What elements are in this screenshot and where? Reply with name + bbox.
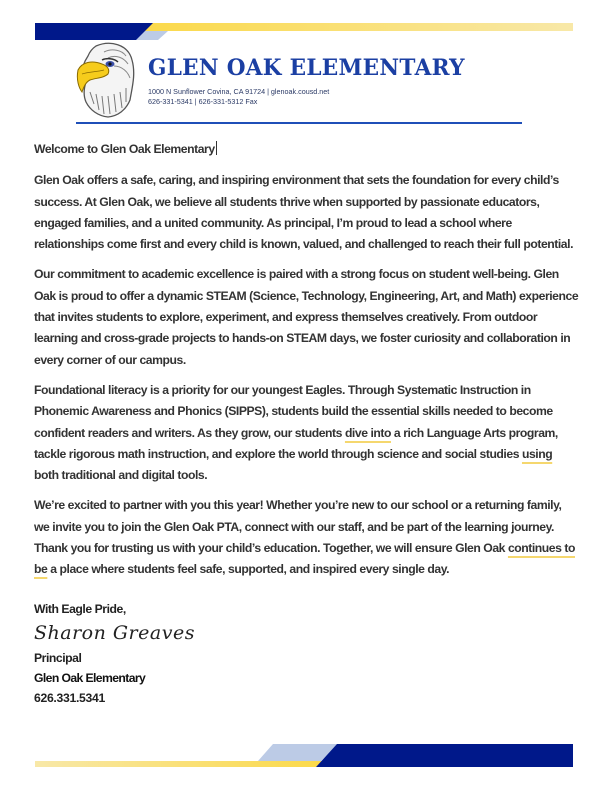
literacy-text-1: Foundational literacy is a priority for our youngest Eagles. Through Systematic Instruction in Phonemic Awareness and Phonics (SIPPS), students build the essential skills needed to become confident readers and writers. As they grow, our students xyxy=(34,382,553,440)
suggestion-mark-using[interactable]: using xyxy=(521,446,553,461)
paragraph-academics: Our commitment to academic excellence is paired with a strong focus on student well-being. Glen Oak is proud to offer a dynamic STEAM (Science, Technology, Engineering, Art, and Math) experience that invites students to explore, experiment, and express themselves creatively. From outdoor learning and cross-grade projects to hands-on STEAM days, we foster curiosity and collaboration in every corner of our campus. xyxy=(34,267,579,367)
eagle-mascot-icon xyxy=(74,40,136,118)
greeting-text: Welcome to Glen Oak Elementary xyxy=(34,142,215,156)
address-line: 1000 N Sunflower Covina, CA 91724 | glenoak.cousd.net xyxy=(148,87,330,96)
signer-phone: 626.331.5341 xyxy=(34,691,105,705)
partnership-text-2: a place where students feel safe, supported, and inspired every single day. xyxy=(47,562,450,577)
partnership-text-1: We’re excited to partner with you this year! Whether you’re new to our school or a returning family, we invite you to join the Glen Oak PTA, connect with our staff, and be part of the learning journey. Thank you for trusting us with your child’s education. Together, we will ensure Glen Oak xyxy=(34,498,562,556)
bottom-banner-decoration xyxy=(0,735,608,775)
signer-school: Glen Oak Elementary xyxy=(34,671,146,685)
school-name-title: GLEN OAK ELEMENTARY xyxy=(148,55,465,81)
phone-fax-line: 626-331-5341 | 626-331-5312 Fax xyxy=(148,97,258,106)
signer-title: Principal xyxy=(34,651,82,665)
paragraph-literacy xyxy=(34,380,579,486)
header-divider xyxy=(76,122,522,124)
text-cursor xyxy=(216,141,217,155)
letter-closing: With Eagle Pride, xyxy=(34,602,126,616)
literacy-text-3: both traditional and digital tools. xyxy=(34,468,208,483)
signature: Sharon Greaves xyxy=(34,622,195,644)
paragraph-intro: Glen Oak offers a safe, caring, and inspiring environment that sets the foundation for every child’s success. At Glen Oak, we believe all students thrive when supported by passionate educators, engaged families, and a united community. As principal, I’m proud to lead a school where relationships come first and every child is known, valued, and challenged to reach their full potential. xyxy=(34,173,574,252)
literacy-text-2: a rich Language Arts program, tackle rigorous math instruction, and explore the world through science and social studies xyxy=(34,425,558,461)
letter-body[interactable] xyxy=(34,139,579,590)
suggestion-mark-dive-into[interactable]: dive into xyxy=(344,425,391,440)
suggestion-mark-continues-to-be[interactable]: continues to be xyxy=(34,541,575,577)
letter-greeting[interactable] xyxy=(34,139,579,160)
paragraph-partnership xyxy=(34,495,579,580)
